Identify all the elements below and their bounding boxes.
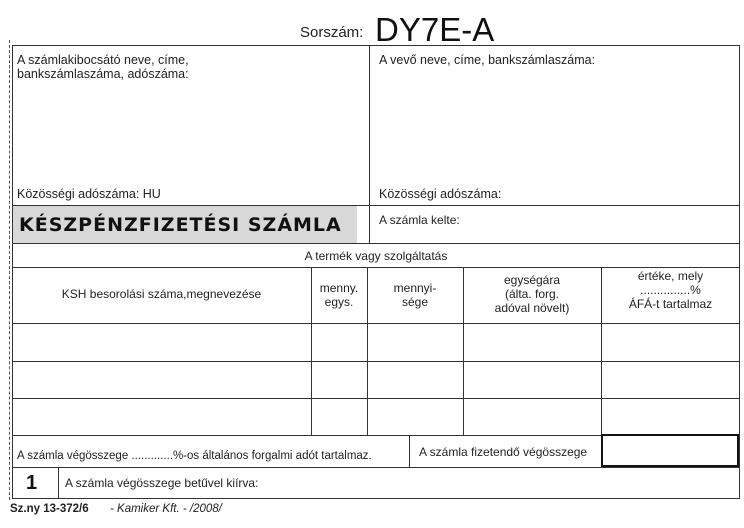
form-code: Sz.ny 13-372/6 bbox=[10, 503, 89, 515]
serial-label: Sorszám: bbox=[300, 24, 364, 41]
divider bbox=[12, 243, 740, 244]
section-title: A termék vagy szolgáltatás bbox=[304, 249, 448, 263]
issuer-label-line1: A számlakibocsátó neve, címe, bbox=[17, 53, 189, 67]
col-price-header-line3: adóval növelt) bbox=[494, 301, 570, 315]
divider bbox=[12, 323, 740, 324]
buyer-community-tax: Közösségi adószáma: bbox=[379, 187, 502, 201]
col-unit-header-line1: menny. bbox=[319, 281, 359, 295]
divider bbox=[369, 45, 370, 243]
issuer-community-tax: Közösségi adószáma: HU bbox=[17, 187, 161, 201]
divider bbox=[58, 467, 59, 499]
divider bbox=[12, 267, 740, 268]
perforation-line bbox=[9, 40, 10, 500]
col-unit-header-line2: egys. bbox=[324, 295, 354, 309]
divider bbox=[12, 467, 740, 468]
in-words-label: A számla végösszege betűvel kiírva: bbox=[65, 476, 259, 490]
invoice-title: KÉSZPÉNZFIZETÉSI SZÁMLA bbox=[19, 214, 342, 236]
divider bbox=[12, 398, 740, 399]
col-value-header-line3: ÁFÁ-t tartalmaz bbox=[628, 297, 713, 311]
copy-number: 1 bbox=[26, 472, 38, 494]
col-value-header-line2: ...............% bbox=[640, 283, 701, 297]
divider bbox=[409, 435, 410, 467]
serial-number: DY7E-A bbox=[375, 11, 495, 48]
col-ksh-header: KSH besorolási száma,megnevezése bbox=[61, 287, 262, 301]
buyer-label: A vevő neve, címe, bankszámlaszáma: bbox=[379, 53, 596, 67]
col-value-header-line1: értéke, mely bbox=[637, 269, 704, 283]
divider bbox=[12, 361, 740, 362]
col-price-header-line2: (álta. forg. bbox=[504, 287, 560, 301]
col-qty-header-line1: mennyi- bbox=[393, 281, 437, 295]
issuer-label-line2: bankszámlaszáma, adószáma: bbox=[17, 67, 189, 81]
invoice-date-label: A számla kelte: bbox=[379, 213, 460, 227]
vat-note: A számla végösszege .............%-os általános forgalmi adót tartalmaz. bbox=[17, 450, 372, 462]
payable-total-label: A számla fizetendő végösszege bbox=[419, 445, 588, 459]
col-qty-header-line2: sége bbox=[401, 295, 429, 309]
publisher-note: - Kamiker Kft. - /2008/ bbox=[110, 503, 222, 515]
payable-total-box bbox=[601, 434, 739, 467]
col-price-header-line1: egységára bbox=[503, 273, 561, 287]
